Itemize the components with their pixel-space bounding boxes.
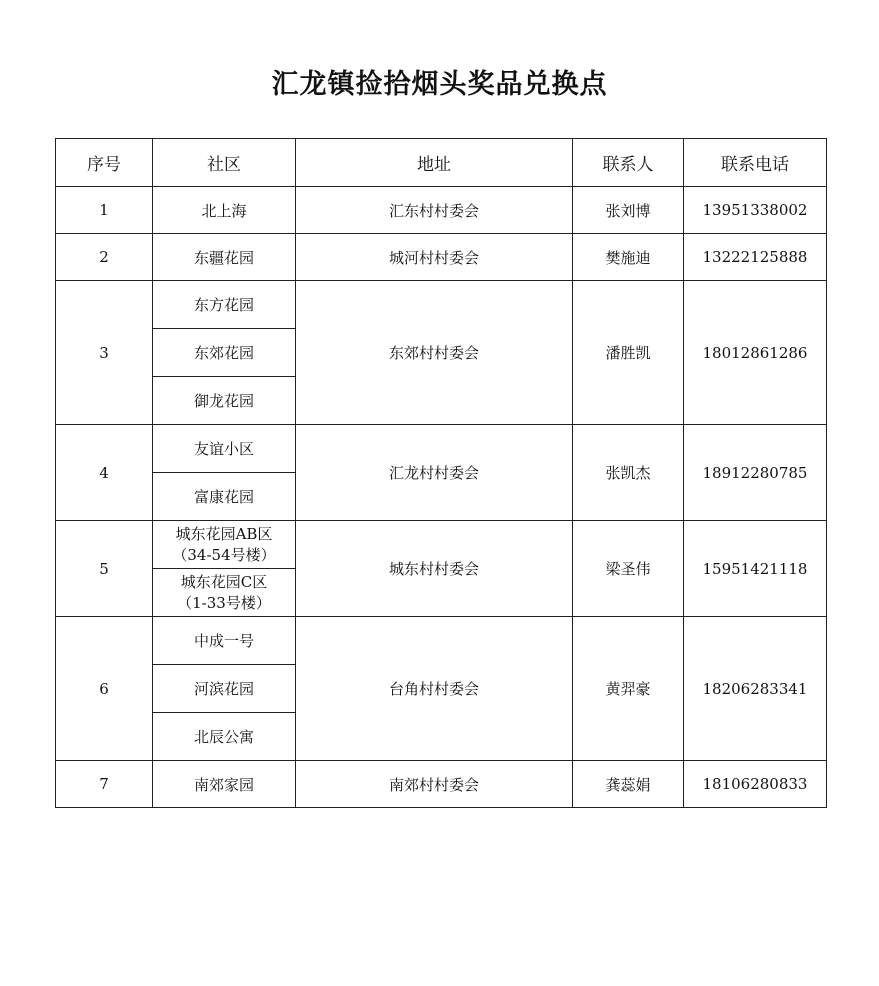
- row-address: 南郊村村委会: [296, 761, 573, 808]
- row-community: 富康花园: [153, 473, 296, 521]
- table-row: [56, 234, 827, 281]
- page-title: 汇龙镇捡拾烟头奖品兑换点: [271, 69, 608, 100]
- community-buildings: （34-54号楼）: [172, 545, 276, 564]
- row-index: 7: [56, 761, 153, 808]
- community-name: 城东花园C区: [180, 572, 268, 591]
- row-index: 1: [56, 187, 153, 234]
- row-community: [153, 521, 296, 569]
- header-phone: 联系电话: [684, 139, 827, 187]
- row-address: 城东村村委会: [296, 521, 573, 617]
- row-address: 汇东村村委会: [296, 187, 573, 234]
- row-community: 南郊家园: [153, 761, 296, 808]
- row-community: 中成一号: [153, 617, 296, 665]
- community-name: 城东花园AB区: [175, 524, 273, 543]
- row-contact: 黄羿豪: [573, 617, 684, 761]
- row-community: 北辰公寓: [153, 713, 296, 761]
- row-phone: 18106280833: [684, 761, 827, 808]
- row-community: 御龙花园: [153, 377, 296, 425]
- row-community: 东疆花园: [153, 234, 296, 281]
- row-contact: 樊施迪: [573, 234, 684, 281]
- row-address: 城河村村委会: [296, 234, 573, 281]
- table-row: [56, 425, 827, 473]
- row-community: 北上海: [153, 187, 296, 234]
- row-contact: 潘胜凯: [573, 281, 684, 425]
- row-index: 4: [56, 425, 153, 521]
- row-contact: 张凯杰: [573, 425, 684, 521]
- row-contact: 龚蕊娟: [573, 761, 684, 808]
- header-community: 社区: [153, 139, 296, 187]
- row-phone: 15951421118: [684, 521, 827, 617]
- header-index: 序号: [56, 139, 153, 187]
- table-row: [56, 761, 827, 808]
- row-address: 汇龙村村委会: [296, 425, 573, 521]
- header-contact: 联系人: [573, 139, 684, 187]
- row-index: 6: [56, 617, 153, 761]
- row-index: 3: [56, 281, 153, 425]
- community-buildings: （1-33号楼）: [177, 593, 271, 612]
- row-phone: 18206283341: [684, 617, 827, 761]
- row-community: 友谊小区: [153, 425, 296, 473]
- header-address: 地址: [296, 139, 573, 187]
- row-phone: 13222125888: [684, 234, 827, 281]
- row-contact: 张刘博: [573, 187, 684, 234]
- row-address: 台角村村委会: [296, 617, 573, 761]
- row-address: 东郊村村委会: [296, 281, 573, 425]
- exchange-points-table: [55, 138, 827, 808]
- row-community: 河滨花园: [153, 665, 296, 713]
- row-community: [153, 569, 296, 617]
- table-row: [56, 521, 827, 569]
- row-phone: 18012861286: [684, 281, 827, 425]
- row-phone: 18912280785: [684, 425, 827, 521]
- table-header-row: [56, 139, 827, 187]
- row-community: 东郊花园: [153, 329, 296, 377]
- row-phone: 13951338002: [684, 187, 827, 234]
- row-contact: 梁圣伟: [573, 521, 684, 617]
- row-index: 5: [56, 521, 153, 617]
- row-community: 东方花园: [153, 281, 296, 329]
- table-row: [56, 281, 827, 329]
- row-index: 2: [56, 234, 153, 281]
- table-row: [56, 187, 827, 234]
- table-row: [56, 617, 827, 665]
